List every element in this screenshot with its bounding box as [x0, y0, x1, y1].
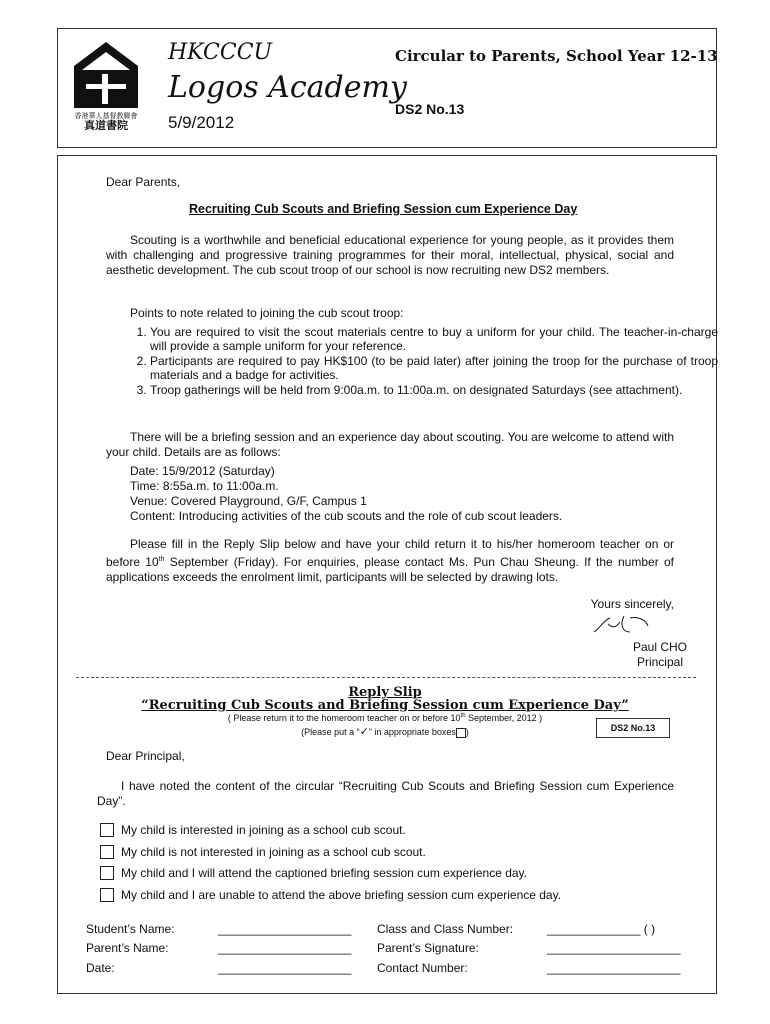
checkbox[interactable] [100, 823, 114, 837]
parent-name-label: Parent’s Name: [86, 941, 169, 955]
circular-ref: DS2 No.13 [395, 101, 465, 117]
contact-number-field[interactable]: ____________________ [547, 961, 681, 975]
tick-icon: ✓ [359, 726, 369, 738]
cut-line [76, 677, 696, 678]
reply-ref-box: DS2 No.13 [596, 718, 670, 738]
list-item: 3. Troop gatherings will be held from 9:00a.m. to 11:00a.m. on designated Saturdays (see attachment). [150, 383, 718, 397]
svg-text:香港華人基督教聯會: 香港華人基督教聯會 [74, 112, 138, 120]
option-will-attend[interactable]: My child and I will attend the captioned briefing session cum experience day. [100, 866, 527, 880]
class-number-label: Class and Class Number: [377, 922, 514, 936]
circular-date: 5/9/2012 [168, 113, 235, 132]
option-interested[interactable]: My child is interested in joining as a school cub scout. [100, 823, 406, 837]
option-not-interested[interactable]: My child is not interested in joining as a school cub scout. [100, 845, 426, 859]
date-field[interactable]: ____________________ [218, 961, 352, 975]
details-block [130, 464, 562, 524]
briefing-paragraph: There will be a briefing session and an experience day about scouting. You are welcome to attend with your child. Details are as follows: [106, 430, 674, 459]
svg-text:真道書院: 真道書院 [84, 119, 128, 130]
reply-body: I have noted the content of the circular “Recruiting Cub Scouts and Briefing Session cum Experience Day”. [97, 779, 674, 808]
detail-venue: Venue: Covered Playground, G/F, Campus 1 [130, 494, 367, 508]
parent-name-field[interactable]: ____________________ [218, 941, 352, 955]
intro-paragraph: Scouting is a worthwhile and beneficial educational experience for young people, as it provides them with challenging and progressive training programmes for their moral, intellectual, physical, social and aesthetic development. The cub scout troop of our school is now recruiting new DS2 members. [106, 233, 674, 277]
reply-instructions: Please fill in the Reply Slip below and have your child return it to his/her homeroom teacher on or before 10th September (Friday). For enquiries, please contact Ms. Pun Chau Sheung. If the number of applications exceeds the enrolment limit, participants will be selected by drawing lots. [106, 537, 674, 584]
closing: Yours sincerely, [590, 597, 674, 611]
circular-title: Circular to Parents, School Year 12-13 [395, 47, 718, 65]
reply-salutation: Dear Principal, [106, 749, 185, 763]
date-label: Date: [86, 961, 115, 975]
letter-title: Recruiting Cub Scouts and Briefing Session cum Experience Day [189, 202, 578, 216]
signer-title: Principal [636, 655, 683, 669]
parent-signature-field[interactable]: ____________________ [547, 941, 681, 955]
points-list [106, 325, 718, 398]
org-name: HKCCCU [168, 40, 273, 65]
salutation: Dear Parents, [106, 175, 181, 189]
return-note: ( Please return it to the homeroom teacher on or before 10th September, 2012 ) [227, 713, 543, 723]
reply-slip-title: “Recruiting Cub Scouts and Briefing Session cum Experience Day” [141, 698, 629, 713]
option-unable-attend[interactable]: My child and I are unable to attend the above briefing session cum experience day. [100, 888, 561, 902]
reply-slip-heading: Reply Slip [348, 685, 422, 700]
parent-signature-label: Parent’s Signature: [377, 941, 479, 955]
checkbox[interactable] [100, 866, 114, 880]
detail-content: Content: Introducing activities of the cub scouts and the role of cub scout leaders. [130, 509, 563, 523]
list-item: 1. You are required to visit the scout materials centre to buy a uniform for your child. The teacher-in-charge will provide a sample uniform for your reference. [150, 325, 718, 353]
student-name-field[interactable]: ____________________ [218, 922, 352, 936]
contact-number-label: Contact Number: [377, 961, 468, 975]
tick-note: (Please put a “✓” in appropriate boxes ) [301, 726, 469, 738]
signer-name: Paul CHO [632, 640, 687, 654]
school-name: Logos Academy [168, 70, 407, 105]
detail-date: Date: 15/9/2012 (Saturday) [130, 464, 275, 478]
points-intro: Points to note related to joining the cub scout troop: [130, 306, 404, 320]
school-logo [72, 40, 140, 130]
class-number-field[interactable]: ______________ ( ) [547, 922, 656, 936]
checkbox[interactable] [100, 845, 114, 859]
checkbox[interactable] [100, 888, 114, 902]
student-name-label: Student’s Name: [86, 922, 175, 936]
list-item: 2. Participants are required to pay HK$100 (to be paid later) after joining the troop for the purchase of troop materials and a badge for activities. [150, 354, 718, 382]
detail-time: Time: 8:55a.m. to 11:00a.m. [130, 479, 279, 493]
checkbox-sample-icon [456, 728, 466, 738]
